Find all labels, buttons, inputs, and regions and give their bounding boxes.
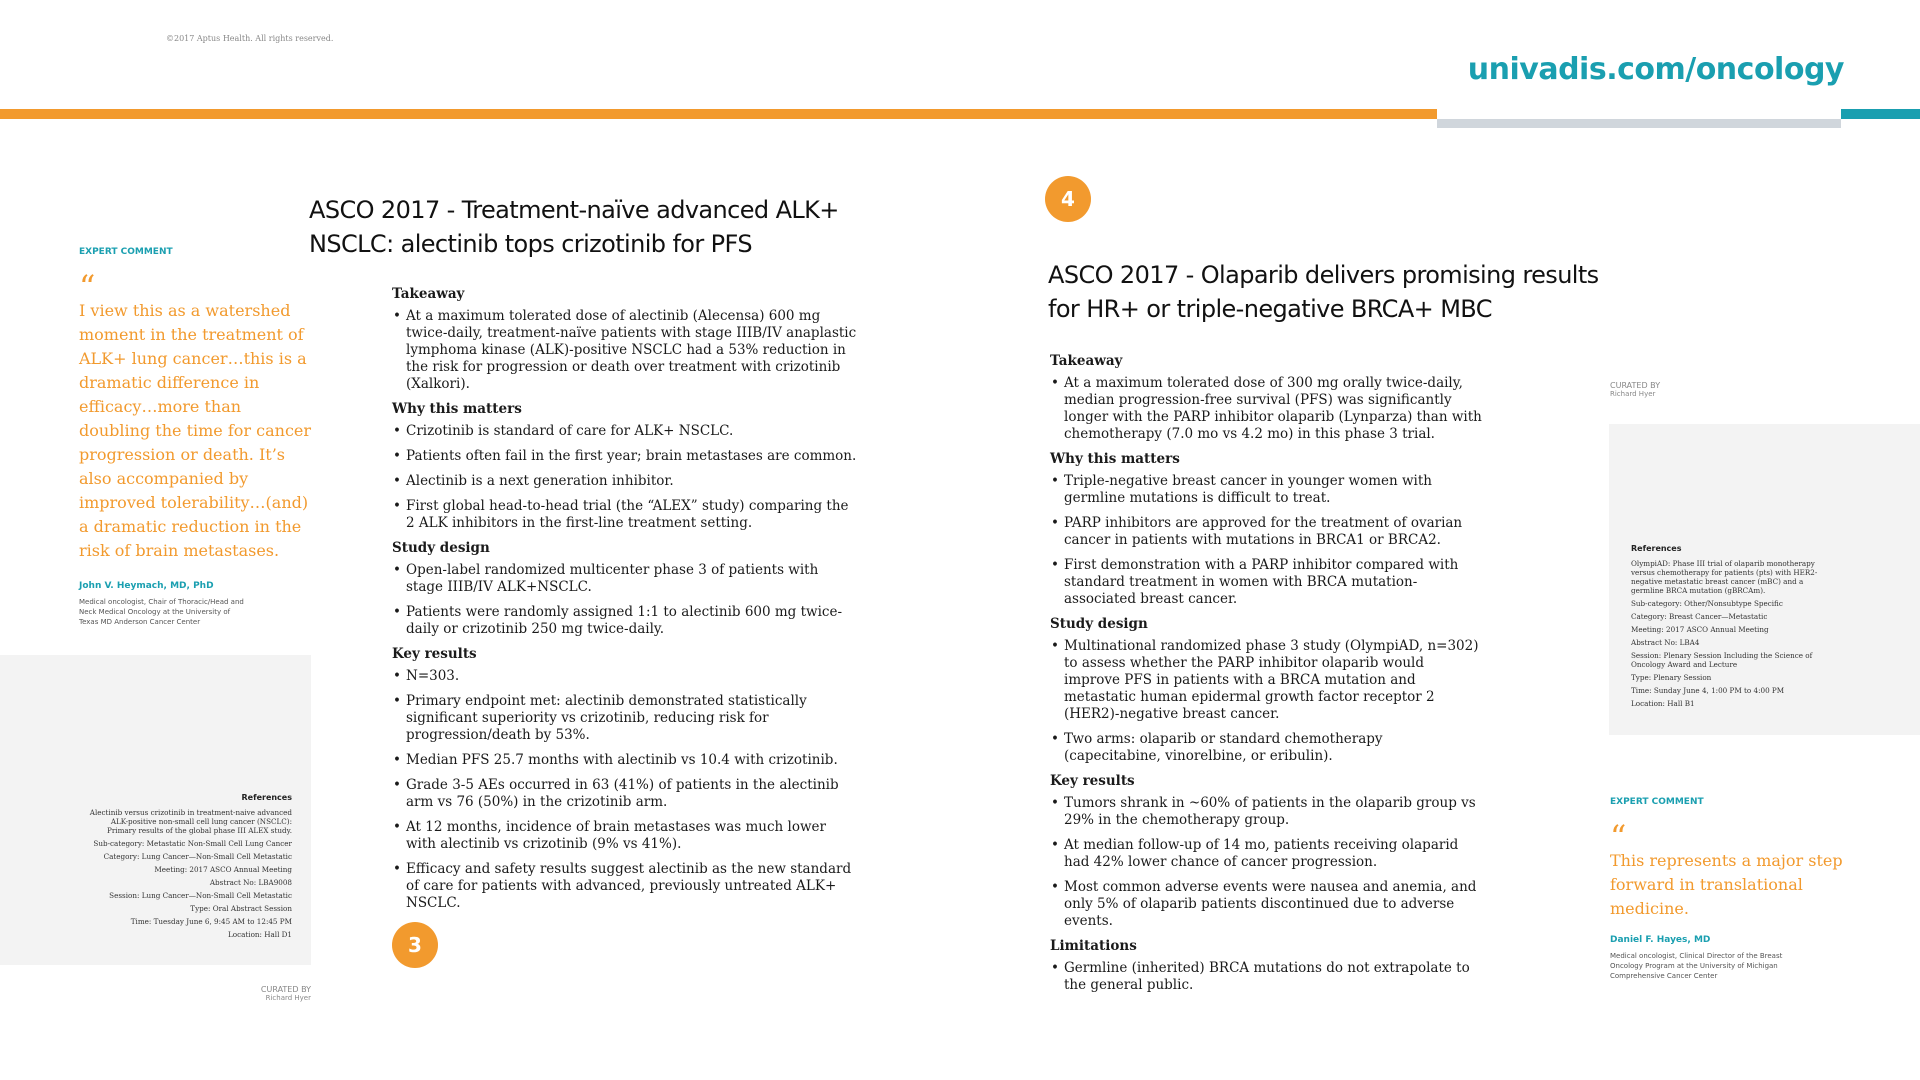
bullet-list bbox=[392, 423, 858, 532]
bullet-item: • At 12 months, incidence of brain metastases was much lower with alectinib vs crizotinib (9% vs 41%). bbox=[406, 819, 858, 853]
section-heading: Takeaway bbox=[392, 286, 465, 302]
bullet-list bbox=[392, 308, 858, 393]
bullet-item: • Grade 3-5 AEs occurred in 63 (41%) of patients in the alectinib arm vs 76 (50%) in the crizotinib arm. bbox=[406, 777, 858, 811]
bullet-item: • Alectinib is a next generation inhibitor. bbox=[406, 473, 858, 490]
site-url[interactable]: univadis.com/oncology bbox=[1467, 52, 1844, 87]
reference-line: Sub-category: Metastatic Non-Small Cell Lung Cancer bbox=[93, 839, 292, 848]
reference-line: Abstract No: LBA4 bbox=[1631, 638, 1700, 647]
bullet-list bbox=[392, 562, 858, 638]
section-heading: Takeaway bbox=[1050, 353, 1123, 369]
expert-affiliation: Medical oncologist, Clinical Director of the Breast Oncology Program at the University of Michigan Comprehensive Cancer Center bbox=[1610, 952, 1783, 980]
right-curated bbox=[1610, 381, 1730, 398]
curated-label: CURATED BY bbox=[260, 985, 311, 994]
bullet-item: • Median PFS 25.7 months with alectinib vs 10.4 with crizotinib. bbox=[406, 752, 858, 769]
bullet-item: • Tumors shrank in ~60% of patients in the olaparib group vs 29% in the chemotherapy group. bbox=[1064, 795, 1482, 829]
bullet-list bbox=[1050, 795, 1482, 930]
reference-line: Time: Sunday June 4, 1:00 PM to 4:00 PM bbox=[1631, 686, 1785, 695]
reference-line: Category: Breast Cancer—Metastatic bbox=[1631, 612, 1768, 621]
bullet-item: • Triple-negative breast cancer in younger women with germline mutations is difficult to treat. bbox=[1064, 473, 1482, 507]
section-heading: Study design bbox=[392, 540, 490, 556]
bullet-item: • Crizotinib is standard of care for ALK+ NSCLC. bbox=[406, 423, 858, 440]
curator-name: Richard Hyer bbox=[265, 994, 311, 1002]
article4-body bbox=[1050, 347, 1482, 1002]
bullet-item: • PARP inhibitors are approved for the treatment of ovarian cancer in patients with mutations in BRCA1 or BRCA2. bbox=[1064, 515, 1482, 549]
reference-line: Sub-category: Other/Nonsubtype Specific bbox=[1631, 599, 1783, 608]
expert-name: John V. Heymach, MD, PhD bbox=[79, 581, 214, 591]
reference-line: Abstract No: LBA9008 bbox=[209, 878, 292, 887]
article3-number-badge: 3 bbox=[392, 922, 438, 968]
section-heading: Why this matters bbox=[1050, 451, 1180, 467]
bullet-item: • At a maximum tolerated dose of alectinib (Alecensa) 600 mg twice-daily, treatment-naïve patients with stage IIIB/IV anaplastic lymphoma kinase (ALK)-positive NSCLC had a 53% reduction in the risk for progression or death over treatment with crizotinib (Xalkori). bbox=[406, 308, 858, 393]
reference-line: Session: Plenary Session Including the Science of Oncology Award and Lecture bbox=[1631, 651, 1813, 669]
expert-affiliation: Medical oncologist, Chair of Thoracic/Head and Neck Medical Oncology at the University of Texas MD Anderson Cancer Center bbox=[79, 598, 244, 626]
copyright-notice: ©2017 Aptus Health. All rights reserved. bbox=[166, 34, 334, 43]
orange-divider bbox=[0, 109, 1437, 119]
section-heading: Key results bbox=[392, 646, 477, 662]
bullet-list bbox=[392, 668, 858, 912]
teal-divider bbox=[1841, 109, 1920, 119]
section-heading: Study design bbox=[1050, 616, 1148, 632]
section-heading: Key results bbox=[1050, 773, 1135, 789]
bullet-item: • Most common adverse events were nausea and anemia, and only 5% of olaparib patients discontinued due to adverse events. bbox=[1064, 879, 1482, 930]
references-heading: References bbox=[1631, 544, 1682, 553]
expert-comment-label: EXPERT COMMENT bbox=[1610, 797, 1704, 807]
reference-line: OlympiAD: Phase III trial of olaparib monotherapy versus chemotherapy for patients (pts) with HER2-negative metastatic breast cancer (mBC) and a germline BRCA mutation (gBRCAm). bbox=[1631, 559, 1818, 595]
reference-line: Alectinib versus crizotinib in treatment-naive advanced ALK-positive non-small cell lung cancer (NSCLC): Primary results of the global phase III ALEX study. bbox=[89, 808, 292, 835]
bullet-item: • Patients were randomly assigned 1:1 to alectinib 600 mg twice-daily or crizotinib 250 mg twice-daily. bbox=[406, 604, 858, 638]
bullet-list bbox=[1050, 638, 1482, 765]
left-curated bbox=[240, 985, 311, 1002]
expert-name: Daniel F. Hayes, MD bbox=[1610, 935, 1711, 945]
gray-divider bbox=[1437, 119, 1841, 128]
right-references-box bbox=[1609, 424, 1920, 735]
bullet-list bbox=[1050, 375, 1482, 443]
reference-line: Type: Oral Abstract Session bbox=[190, 904, 292, 913]
reference-line: Meeting: 2017 ASCO Annual Meeting bbox=[154, 865, 292, 874]
section-heading: Why this matters bbox=[392, 401, 522, 417]
reference-line: Location: Hall D1 bbox=[227, 930, 292, 939]
bullet-item: • Germline (inherited) BRCA mutations do not extrapolate to the general public. bbox=[1064, 960, 1482, 994]
bullet-item: • At a maximum tolerated dose of 300 mg orally twice-daily, median progression-free survival (PFS) was significantly longer with the PARP inhibitor olaparib (Lynparza) than with chemotherapy (7.0 mo vs 4.2 mo) in this phase 3 trial. bbox=[1064, 375, 1482, 443]
article4-number-badge: 4 bbox=[1045, 176, 1091, 222]
bullet-item: • Multinational randomized phase 3 study (OlympiAD, n=302) to assess whether the PARP inhibitor olaparib would improve PFS in patients with a BRCA mutation and metastatic human epidermal growth factor receptor 2 (HER2)-negative breast cancer. bbox=[1064, 638, 1482, 723]
bullet-list bbox=[1050, 960, 1482, 994]
section-heading: Limitations bbox=[1050, 938, 1137, 954]
curated-label: CURATED BY bbox=[1610, 381, 1661, 390]
reference-line: Type: Plenary Session bbox=[1631, 673, 1712, 682]
left-references-box bbox=[0, 655, 311, 965]
reference-line: Session: Lung Cancer—Non-Small Cell Metastatic bbox=[109, 891, 292, 900]
expert-quote: I view this as a watershed moment in the treatment of ALK+ lung cancer…this is a dramatic difference in efficacy…more than doubling the time for cancer progression or death. It’s also accompanied by improved tolerability…(and) a dramatic reduction in the risk of brain metastases. bbox=[79, 301, 312, 560]
bullet-item: • Efficacy and safety results suggest alectinib as the new standard of care for patients with advanced, previously untreated ALK+ NSCLC. bbox=[406, 861, 858, 912]
reference-line: Location: Hall B1 bbox=[1631, 699, 1695, 708]
article4-title: ASCO 2017 - Olaparib delivers promising results for HR+ or triple-negative BRCA+ MBC bbox=[1048, 261, 1599, 323]
bullet-item: • First global head-to-head trial (the “ALEX” study) comparing the 2 ALK inhibitors in the first-line treatment setting. bbox=[406, 498, 858, 532]
bullet-item: • First demonstration with a PARP inhibitor compared with standard treatment in women with BRCA mutation-associated breast cancer. bbox=[1064, 557, 1482, 608]
bullet-item: • At median follow-up of 14 mo, patients receiving olaparid had 42% lower chance of cancer progression. bbox=[1064, 837, 1482, 871]
article3-title: ASCO 2017 - Treatment-naïve advanced ALK+ NSCLC: alectinib tops crizotinib for PFS bbox=[309, 196, 839, 258]
bullet-item: • Patients often fail in the first year; brain metastases are common. bbox=[406, 448, 858, 465]
article3-body bbox=[392, 280, 858, 920]
reference-line: Time: Tuesday June 6, 9:45 AM to 12:45 PM bbox=[130, 917, 292, 926]
bullet-item: • N=303. bbox=[406, 668, 858, 685]
curator-name: Richard Hyer bbox=[1610, 390, 1656, 398]
bullet-item: • Open-label randomized multicenter phase 3 of patients with stage IIIB/IV ALK+NSCLC. bbox=[406, 562, 858, 596]
bullet-item: • Two arms: olaparib or standard chemotherapy (capecitabine, vinorelbine, or eribulin). bbox=[1064, 731, 1482, 765]
left-expert-comment bbox=[79, 247, 314, 627]
expert-quote: This represents a major step forward in translational medicine. bbox=[1610, 851, 1843, 918]
quote-icon: “ bbox=[1610, 818, 1627, 856]
bullet-list bbox=[1050, 473, 1482, 608]
right-expert-comment bbox=[1610, 797, 1870, 981]
expert-comment-label: EXPERT COMMENT bbox=[79, 247, 173, 257]
bullet-item: • Primary endpoint met: alectinib demonstrated statistically significant superiority vs crizotinib, reducing risk for progression/death by 53%. bbox=[406, 693, 858, 744]
references-heading: References bbox=[241, 793, 292, 802]
reference-line: Meeting: 2017 ASCO Annual Meeting bbox=[1631, 625, 1769, 634]
quote-icon: “ bbox=[79, 268, 96, 306]
reference-line: Category: Lung Cancer—Non-Small Cell Metastatic bbox=[103, 852, 292, 861]
